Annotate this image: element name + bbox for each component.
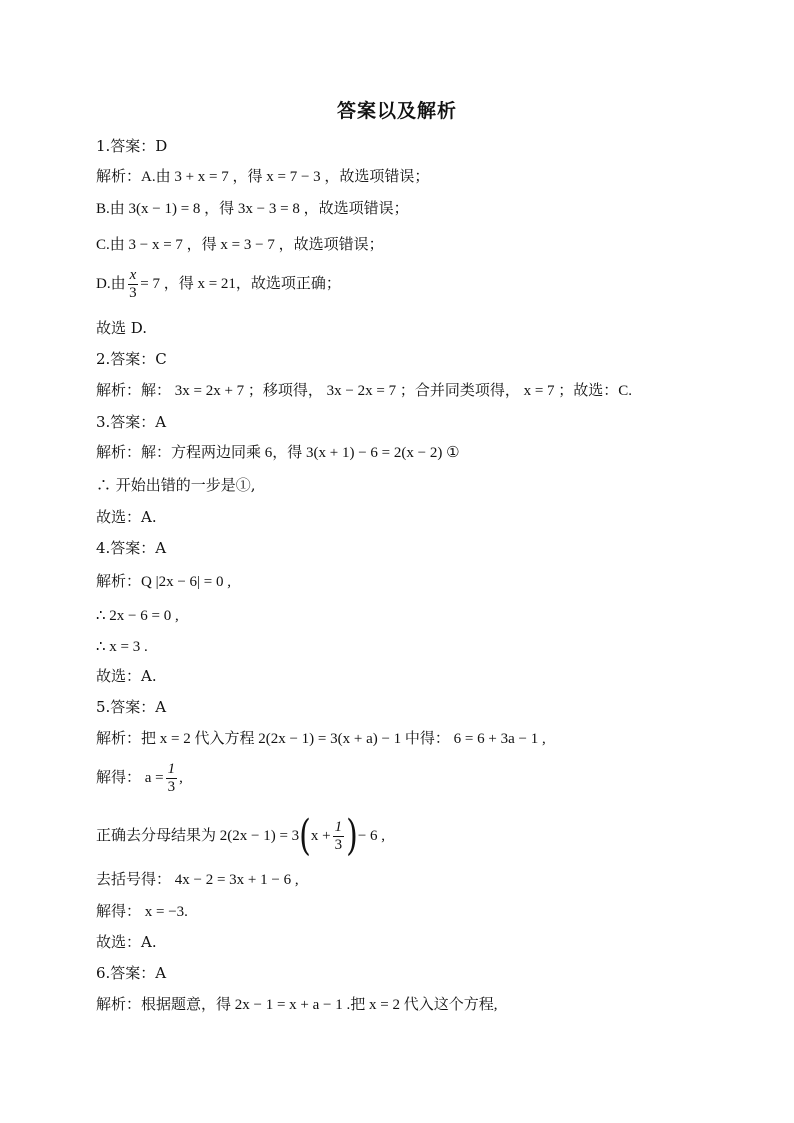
q4-step-2: ∴ x = 3 . xyxy=(96,639,148,655)
q1-d-suffix: = 7 ，得 x = 21，故选项正确； xyxy=(140,275,341,292)
q1-d-numerator: x xyxy=(129,267,137,283)
q1-d-prefix: D.由 xyxy=(96,275,126,292)
q5-solve-denominator: 3 xyxy=(167,779,176,795)
q5-analysis: 解析：把 x = 2 代入方程 2(2x − 1) = 3(x + a) − 1 中得： 6 = 6 + 3a − 1 , xyxy=(96,731,546,747)
q1-analysis-d xyxy=(96,267,341,302)
q2-analysis: 解析：解： 3x = 2x + 7 ；移项得， 3x − 2x = 7 ；合并同类项得， x = 7 ；故选：C. xyxy=(96,383,633,399)
q3-step: ∴ 开始出错的一步是①, xyxy=(96,476,256,494)
q5-answer: 5.答案：A xyxy=(96,698,167,716)
q5-dr-prefix: 正确去分母结果为 2(2x − 1) = 3 xyxy=(96,827,300,844)
q5-solve xyxy=(96,761,183,796)
q5-result: 解得： x = −3. xyxy=(96,904,188,920)
q5-dr-fraction xyxy=(333,819,345,854)
q3-analysis: 解析：解：方程两边同乘 6，得 3(x + 1) − 6 = 2(x − 2) ① xyxy=(96,445,460,461)
q1-d-fraction xyxy=(128,267,139,302)
q5-solve-numerator: 1 xyxy=(167,761,176,777)
q5-conclusion: 故选：A. xyxy=(96,933,157,951)
q1-d-denominator: 3 xyxy=(129,285,137,301)
q4-step-1: ∴ 2x − 6 = 0 , xyxy=(96,608,179,624)
q5-dr-left-paren: ( xyxy=(299,811,311,861)
q5-dr-suffix: − 6 , xyxy=(357,827,386,844)
q6-answer: 6.答案：A xyxy=(96,964,167,982)
q5-solve-suffix: , xyxy=(179,769,183,786)
q1-analysis-c: C.由 3 − x = 7 ，得 x = 3 − 7 ，故选项错误； xyxy=(96,237,384,253)
q4-conclusion: 故选：A. xyxy=(96,667,157,685)
q5-solve-prefix: 解得： a = xyxy=(96,769,164,786)
q2-answer: 2.答案：C xyxy=(96,350,167,368)
q1-conclusion: 故选 D. xyxy=(96,319,148,337)
q5-expand: 去括号得： 4x − 2 = 3x + 1 − 6 , xyxy=(96,872,299,888)
q5-dr-inner: x + xyxy=(310,827,331,844)
q5-dr-denominator: 3 xyxy=(334,837,343,853)
q1-analysis-b: B.由 3(x − 1) = 8 ，得 3x − 3 = 8 ，故选项错误； xyxy=(96,201,409,217)
q5-solve-fraction xyxy=(166,761,178,796)
q3-answer: 3.答案：A xyxy=(96,413,167,431)
q1-analysis-a: 解析：A.由 3 + x = 7 ，得 x = 7 − 3 ，故选项错误； xyxy=(96,169,430,185)
q4-analysis: 解析：Q |2x − 6| = 0 , xyxy=(96,574,232,590)
page-title: 答案以及解析 xyxy=(336,100,457,122)
q5-dr-right-paren: ) xyxy=(346,811,358,861)
q1-answer: 1.答案：D xyxy=(96,137,168,155)
q6-analysis: 解析：根据题意，得 2x − 1 = x + a − 1 .把 x = 2 代入这个方程, xyxy=(96,997,498,1013)
q5-denominator-removal xyxy=(96,811,386,861)
q5-dr-numerator: 1 xyxy=(334,819,343,835)
q4-answer: 4.答案：A xyxy=(96,539,167,557)
q3-conclusion: 故选：A. xyxy=(96,508,157,526)
